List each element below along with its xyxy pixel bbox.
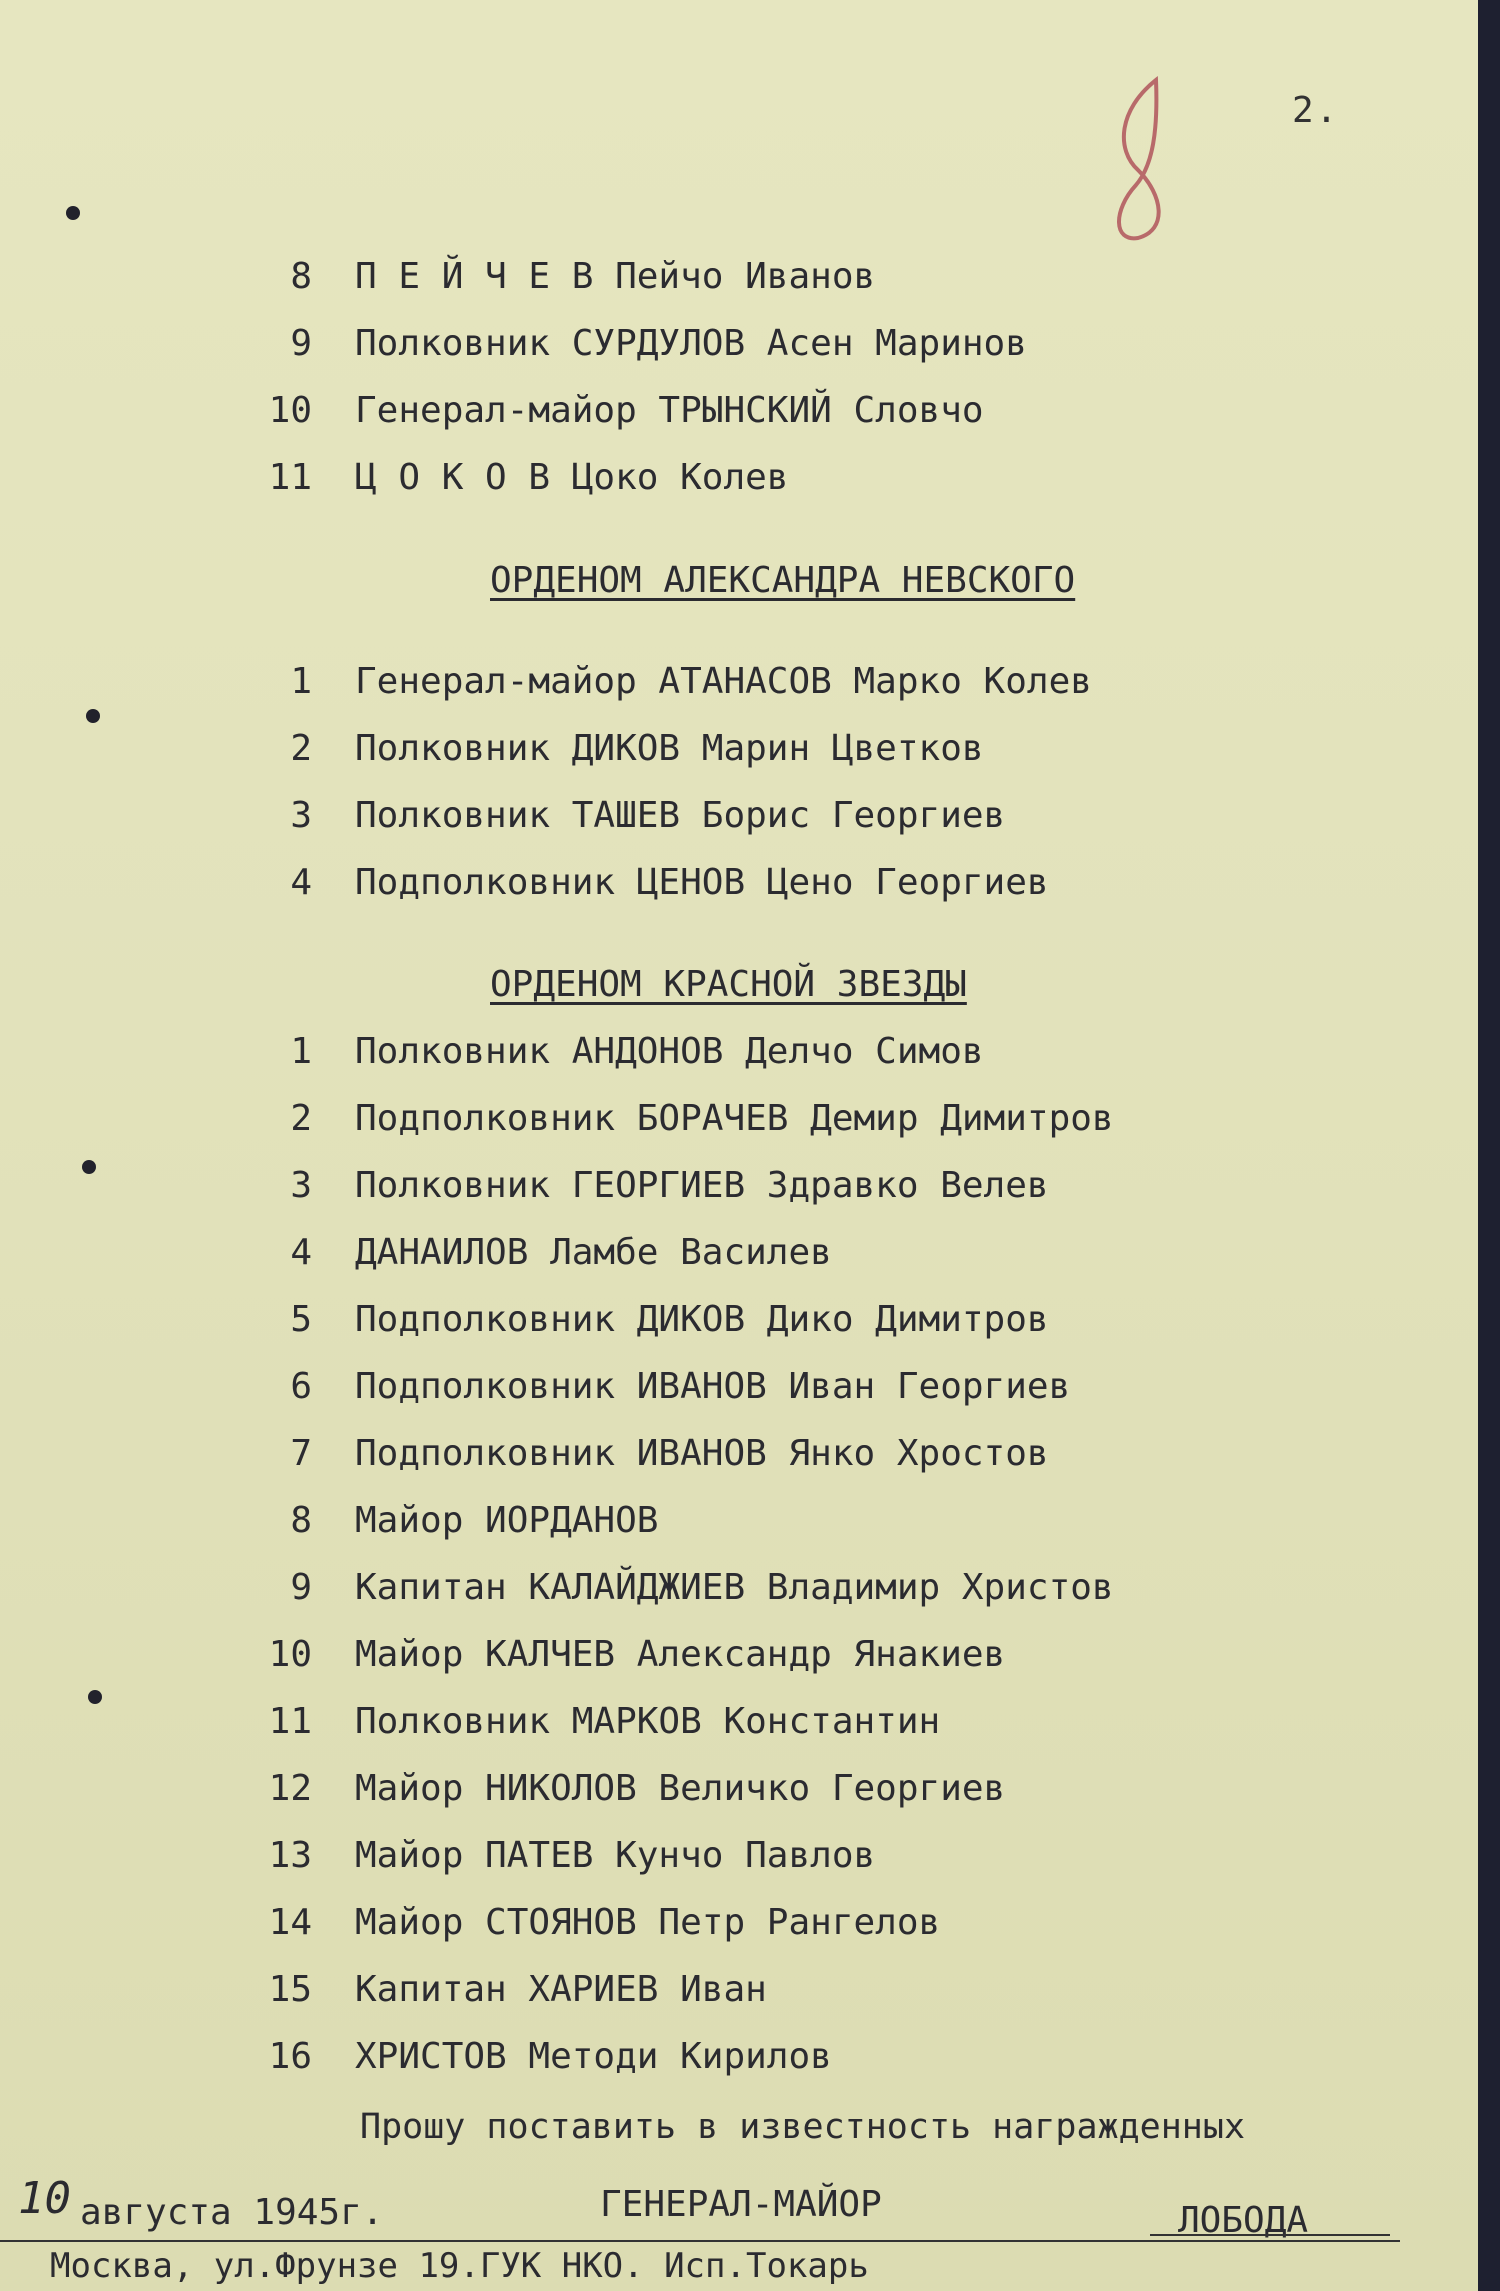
item-number: 10 [268,1634,312,1675]
list-item [0,1362,1400,1412]
list-item [0,386,1400,436]
list-item [0,1496,1400,1546]
item-text: Майор КАЛЧЕВ Александр Янакиев [355,1634,1006,1675]
item-text: Полковник АНДОНОВ Делчо Симов [355,1031,984,1072]
item-text: Подполковник ЦЕНОВ Цено Георгиев [355,862,1049,903]
list-item [0,657,1400,707]
item-number: 12 [268,1768,312,1809]
list-item [0,319,1400,369]
list-item [0,791,1400,841]
scan-edge [1478,0,1500,2291]
item-number: 4 [290,1232,312,1273]
item-number: 3 [290,795,312,836]
item-text: Капитан ХАРИЕВ Иван [355,1969,767,2010]
item-text: Полковник СУРДУЛОВ Асен Маринов [355,323,1027,364]
date-text: августа 1945г. [80,2192,384,2233]
item-number: 13 [268,1835,312,1876]
item-number: 1 [290,1031,312,1072]
item-number: 16 [268,2036,312,2077]
item-number: 2 [290,728,312,769]
item-text: Полковник МАРКОВ Константин [355,1701,941,1742]
signer-rank: ГЕНЕРАЛ-МАЙОР [600,2184,882,2225]
item-text: Подполковник БОРАЧЕВ Демир Димитров [355,1098,1114,1139]
item-number: 8 [290,256,312,297]
item-number: 9 [290,1567,312,1608]
item-text: П Е Й Ч Е В Пейчо Иванов [355,256,876,297]
date-day-handwritten: 10 [18,2173,71,2224]
item-text: Полковник ДИКОВ Марин Цветков [355,728,984,769]
item-text: Ц О К О В Цоко Колев [355,457,789,498]
list-item [0,1295,1400,1345]
item-number: 11 [268,457,312,498]
signature-line [0,2173,1400,2241]
item-number: 6 [290,1366,312,1407]
item-number: 1 [290,661,312,702]
item-text: Полковник ГЕОРГИЕВ Здравко Велев [355,1165,1049,1206]
list-item [0,858,1400,908]
item-text: Майор ИОРДАНОВ [355,1500,659,1541]
item-number: 8 [290,1500,312,1541]
list-item [0,1094,1400,1144]
item-number: 15 [268,1969,312,2010]
list-item [0,1965,1400,2015]
item-number: 3 [290,1165,312,1206]
binding-hole [88,1690,102,1704]
item-text: ДАНАИЛОВ Ламбе Василев [355,1232,832,1273]
list-item [0,1831,1400,1881]
section-heading-nevsky: ОРДЕНОМ АЛЕКСАНДРА НЕВСКОГО [490,560,1076,601]
list-item [0,1563,1400,1613]
item-text: ХРИСТОВ Методи Кирилов [355,2036,832,2077]
item-text: Майор НИКОЛОВ Величко Георгиев [355,1768,1006,1809]
item-text: Генерал-майор АТАНАСОВ Марко Колев [355,661,1092,702]
list-item [0,1764,1400,1814]
binding-hole [82,1160,96,1174]
request-text: Прошу поставить в известность награжденных [360,2107,1246,2147]
list-item [0,1429,1400,1479]
list-item [0,2032,1400,2082]
item-text: Подполковник ИВАНОВ Янко Хростов [355,1433,1049,1474]
item-text: Полковник ТАШЕВ Борис Георгиев [355,795,1006,836]
list-item [0,724,1400,774]
list-item [0,252,1400,302]
item-text: Майор ПАТЕВ Кунчо Павлов [355,1835,876,1876]
section-heading-red-star: ОРДЕНОМ КРАСНОЙ ЗВЕЗДЫ [490,964,967,1005]
binding-hole [66,206,80,220]
item-number: 11 [268,1701,312,1742]
list-item [0,1898,1400,1948]
list-item [0,1697,1400,1747]
page-number: 2. [1292,90,1340,131]
address-line: Москва, ул.Фрунзе 19.ГУК НКО. Исп.Токарь [50,2246,869,2286]
item-text: Подполковник ИВАНОВ Иван Георгиев [355,1366,1071,1407]
list-item [0,1161,1400,1211]
item-text: Капитан КАЛАЙДЖИЕВ Владимир Христов [355,1567,1114,1608]
item-number: 14 [268,1902,312,1943]
handwritten-number-mark [1108,70,1178,250]
list-item [0,1228,1400,1278]
list-item [0,453,1400,503]
list-item [0,1630,1400,1680]
item-text: Подполковник ДИКОВ Дико Димитров [355,1299,1049,1340]
item-number: 7 [290,1433,312,1474]
footer-divider [0,2240,1400,2242]
item-number: 9 [290,323,312,364]
item-number: 2 [290,1098,312,1139]
binding-hole [86,709,100,723]
item-number: 10 [268,390,312,431]
signature-underline [1150,2234,1390,2236]
item-number: 5 [290,1299,312,1340]
signer-name: ЛОБОДА [1178,2200,1309,2241]
list-item [0,1027,1400,1077]
item-text: Генерал-майор ТРЫНСКИЙ Словчо [355,390,984,431]
item-number: 4 [290,862,312,903]
item-text: Майор СТОЯНОВ Петр Рангелов [355,1902,941,1943]
